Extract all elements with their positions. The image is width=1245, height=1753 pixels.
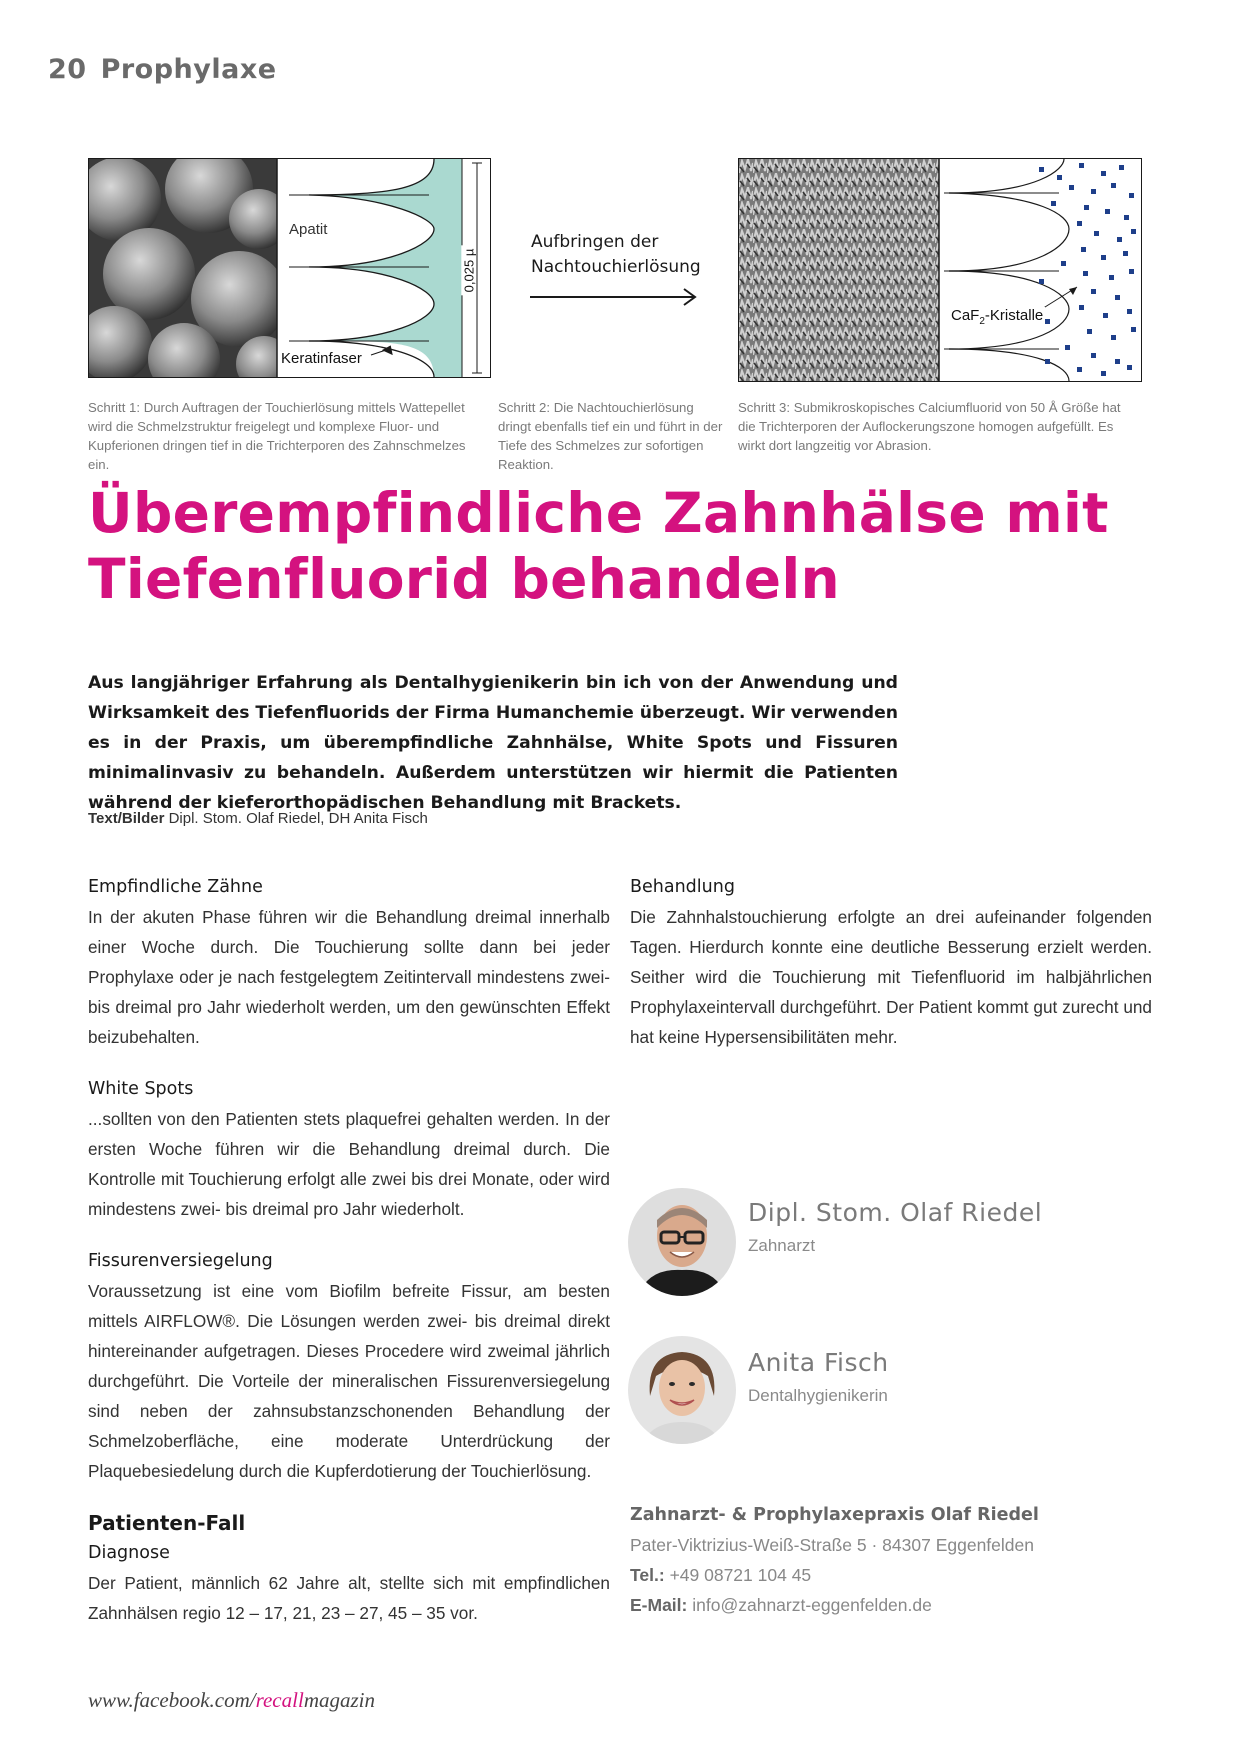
label-caf2-prefix: CaF bbox=[951, 307, 980, 324]
footer-url[interactable] bbox=[88, 1688, 375, 1713]
heading-behandlung: Behandlung bbox=[630, 877, 735, 897]
person-name-anita-fisch: Anita Fisch bbox=[748, 1348, 889, 1377]
text-behandlung: Die Zahnhalstouchierung erfolgte an drei aufeinander folgenden Tagen. Hierdurch konnte eine deutliche Besserung erzielt werden. Seither wird die Touchierung mit Tiefenfluorid im halbjährlichen Prophylaxeintervall durchgeführt. Der Patient kommt gut zurecht und hat keine Hypersensibilitäten mehr. bbox=[630, 907, 1152, 1047]
credit-names: Dipl. Stom. Olaf Riedel, DH Anita Fisch bbox=[168, 810, 428, 827]
label-caf2-suffix: -Kristalle bbox=[984, 307, 1044, 324]
practice-address: Pater-Viktrizius-Weiß-Straße 5 · 84307 Eggenfelden bbox=[630, 1535, 1034, 1555]
caption-step-1: Schritt 1: Durch Auftragen der Touchierlösung mittels Wattepellet wird die Schmelzstruktur freigelegt und komplexe Fluor- und Kupferionen dringen tief in die Trichterporen des Zahnschmelzes ein. bbox=[88, 400, 466, 472]
page-number: 20 bbox=[48, 54, 87, 85]
text-empfindliche-zaehne: In der akuten Phase führen wir die Behandlung dreimal innerhalb einer Woche durch. Die Touchierung sollte dann bei jeder Prophylaxe oder je nach festgelegtem Zeitintervall mindestens zwei- bis dreimal pro Jahr wiederholt werden, um den gewünschten Effekt beizubehalten. bbox=[88, 907, 610, 1047]
arrow-label-line2: Nachtouchierlösung bbox=[531, 257, 701, 277]
page-header bbox=[48, 54, 277, 85]
figure-step-3 bbox=[738, 158, 1142, 382]
label-scale: 0,025 µ bbox=[461, 246, 476, 296]
figure-step-3-graphic bbox=[739, 159, 1141, 381]
label-caf2-sub: 2 bbox=[979, 316, 985, 327]
section-title: Prophylaxe bbox=[100, 54, 277, 85]
arrow-label bbox=[531, 230, 701, 280]
practice-email bbox=[630, 1590, 1150, 1620]
heading-fissurenversiegelung: Fissurenversiegelung bbox=[88, 1251, 273, 1271]
email-label: E-Mail: bbox=[630, 1595, 688, 1615]
caf2-crystal-dots bbox=[1039, 163, 1136, 376]
arrow-label-line1: Aufbringen der bbox=[531, 232, 659, 252]
caption-step-3: Schritt 3: Submikroskopisches Calciumfluorid von 50 Å Größe hat die Trichterporen der Auflockerungszone homogen aufgefüllt. Es wirkt dort langzeitig vor Abrasion. bbox=[738, 400, 1121, 453]
heading-patienten-fall: Patienten-Fall bbox=[88, 1511, 246, 1535]
credit-line bbox=[88, 810, 428, 827]
left-column bbox=[88, 872, 610, 1650]
practice-name: Zahnarzt- & Prophylaxepraxis Olaf Riedel bbox=[630, 1505, 1039, 1525]
headline-line2: Tiefenfluorid behandeln bbox=[88, 547, 840, 611]
sem-photo-apatit bbox=[89, 159, 292, 377]
heading-diagnose: Diagnose bbox=[88, 1543, 170, 1563]
footer-url-prefix: www.facebook.com/ bbox=[88, 1688, 256, 1712]
credit-label: Text/Bilder bbox=[88, 810, 165, 827]
figure-step-1-graphic bbox=[89, 159, 490, 377]
footer-url-accent: recall bbox=[255, 1688, 304, 1712]
right-column bbox=[630, 872, 1152, 1074]
phone-number: +49 08721 104 45 bbox=[669, 1565, 812, 1585]
person-name-olaf-riedel: Dipl. Stom. Olaf Riedel bbox=[748, 1198, 1043, 1227]
person-role-anita-fisch: Dentalhygienikerin bbox=[748, 1386, 888, 1405]
practice-phone bbox=[630, 1560, 1150, 1590]
text-fissurenversiegelung: Voraussetzung ist eine vom Biofilm befreite Fissur, am besten mittels AIRFLOW®. Die Lösungen werden zwei- bis dreimal direkt hintereinander aufgetragen. Dieses Procedere wird zweimal jährlich durchgeführt. Die Vorteile der mineralischen Fissurenversiegelung sind neben der zahnsubstanzschonenden Behandlung der Schmelzoberfläche, eine moderate Unterdrückung der Plaquebesiedelung durch die Kupferdotierung der Touchierlösung. bbox=[88, 1281, 610, 1481]
caption-step-2: Schritt 2: Die Nachtouchierlösung dringt ebenfalls tief ein und führt in der Tiefe des Schmelzes zur sofortigen Reaktion. bbox=[498, 400, 723, 472]
heading-white-spots: White Spots bbox=[88, 1079, 194, 1099]
phone-label: Tel.: bbox=[630, 1565, 665, 1585]
lead-paragraph: Aus langjähriger Erfahrung als Dentalhygienikerin bin ich von der Anwendung und Wirksamkeit des Tiefenfluorids der Firma Humanchemie überzeugt. Wir verwenden es in der Praxis, um überempfindliche Zahnhälse, White Spots und Fissuren minimalinvasiv zu behandeln. Außerdem unterstützen wir hiermit die Patienten während der kieferorthopädischen Behandlung mit Brackets. bbox=[88, 673, 898, 813]
footer-url-suffix: magazin bbox=[303, 1688, 375, 1712]
label-apatit: Apatit bbox=[289, 221, 328, 238]
avatar-anita-fisch bbox=[628, 1336, 736, 1444]
figure-step-1 bbox=[88, 158, 491, 378]
arrow-right-icon bbox=[530, 286, 700, 308]
contact-block bbox=[630, 1500, 1150, 1620]
heading-empfindliche-zaehne: Empfindliche Zähne bbox=[88, 877, 263, 897]
email-link[interactable]: info@zahnarzt-eggenfelden.de bbox=[692, 1595, 932, 1615]
label-keratinfaser: Keratinfaser bbox=[281, 350, 362, 367]
text-diagnose: Der Patient, männlich 62 Jahre alt, stellte sich mit empfindlichen Zahnhälsen regio 12 – 17, 21, 23 – 27, 45 – 35 vor. bbox=[88, 1573, 610, 1623]
text-white-spots: ...sollten von den Patienten stets plaquefrei gehalten werden. In der ersten Woche führen wir die Behandlung dreimal durch. Die Kontrolle mit Touchierung erfolgt alle zwei bis drei Monate, oder wird mindestens zwei- bis dreimal pro Jahr wiederholt. bbox=[88, 1109, 610, 1219]
person-role-olaf-riedel: Zahnarzt bbox=[748, 1236, 816, 1255]
label-caf2-kristalle bbox=[949, 307, 1045, 327]
avatar-olaf-riedel bbox=[628, 1188, 736, 1296]
sem-photo-crystals bbox=[739, 159, 939, 381]
headline-line1: Überempfindliche Zahnhälse mit bbox=[88, 481, 1109, 545]
headline bbox=[88, 480, 1168, 612]
